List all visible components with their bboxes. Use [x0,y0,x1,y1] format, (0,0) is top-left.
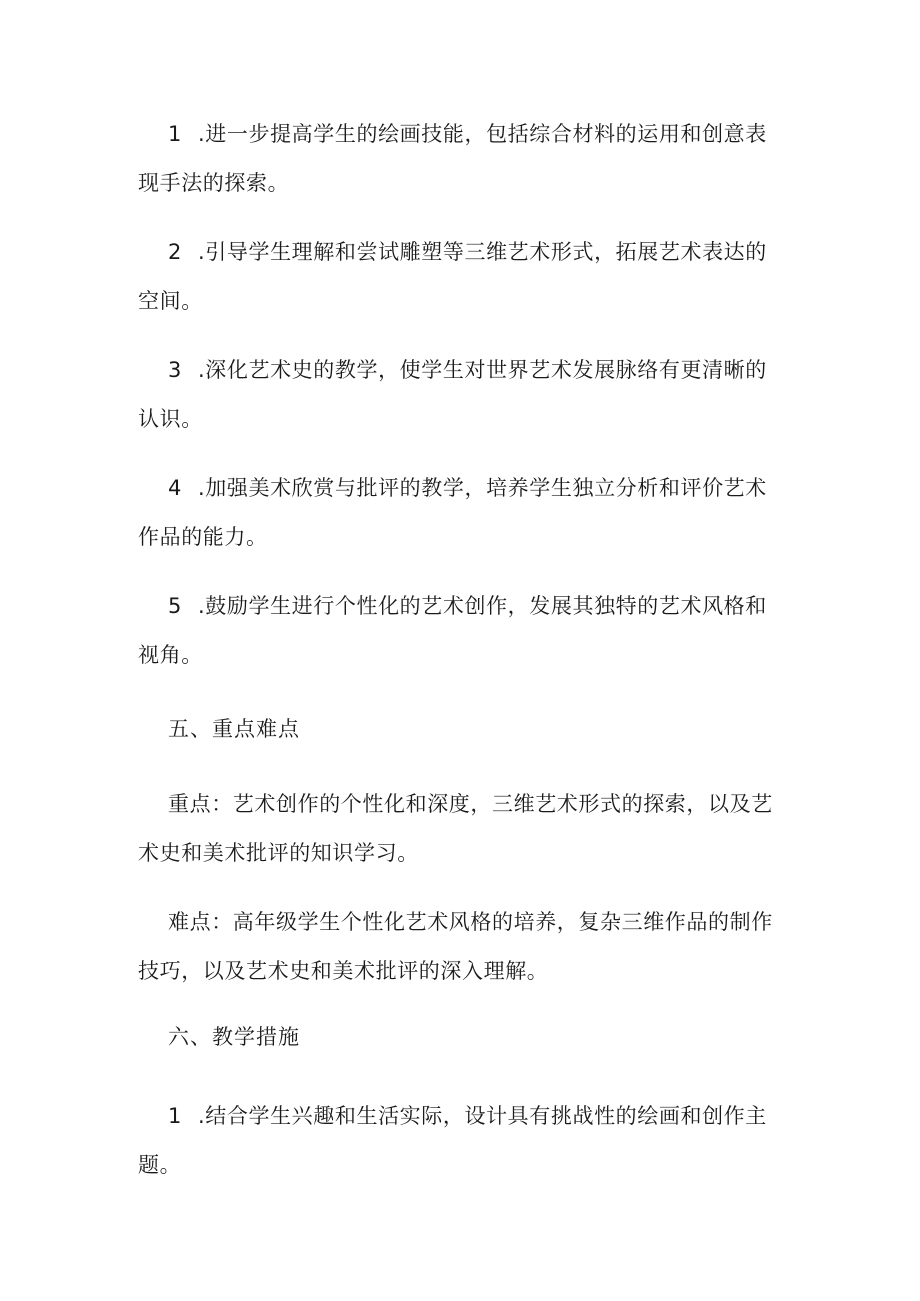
goal-item-4 [138,464,788,562]
section-heading-key-points: 五、重点难点 [168,717,300,741]
goal-number: 2 [168,240,182,264]
goal-text: .引导学生理解和尝试雕塑等三维艺术形式，拓展艺术表达的空间。 [138,240,767,313]
measure-number: 1 [168,1104,182,1128]
goal-number: 3 [168,358,182,382]
goal-item-1 [138,110,788,208]
difficulties-paragraph: 难点：高年级学生个性化艺术风格的培养，复杂三维作品的制作技巧，以及艺术史和美术批评的深入理解。 [138,910,773,983]
goal-item-2 [138,228,788,326]
goal-number: 4 [168,476,182,500]
goal-text: .加强美术欣赏与批评的教学，培养学生独立分析和评价艺术作品的能力。 [138,476,767,549]
goal-item-3 [138,346,788,444]
goal-text: .进一步提高学生的绘画技能，包括综合材料的运用和创意表现手法的探索。 [138,122,767,195]
key-points-paragraph: 重点：艺术创作的个性化和深度，三维艺术形式的探索，以及艺术史和美术批评的知识学习。 [138,792,773,865]
goal-number: 1 [168,122,182,146]
measure-text: .结合学生兴趣和生活实际，设计具有挑战性的绘画和创作主题。 [138,1104,767,1177]
goal-text: .深化艺术史的教学，使学生对世界艺术发展脉络有更清晰的认识。 [138,358,767,431]
measure-item-1 [138,1092,788,1190]
goal-item-5 [138,582,788,680]
goal-text: .鼓励学生进行个性化的艺术创作，发展其独特的艺术风格和视角。 [138,594,767,667]
section-heading-teaching-measures: 六、教学措施 [168,1025,300,1049]
goal-number: 5 [168,594,182,618]
